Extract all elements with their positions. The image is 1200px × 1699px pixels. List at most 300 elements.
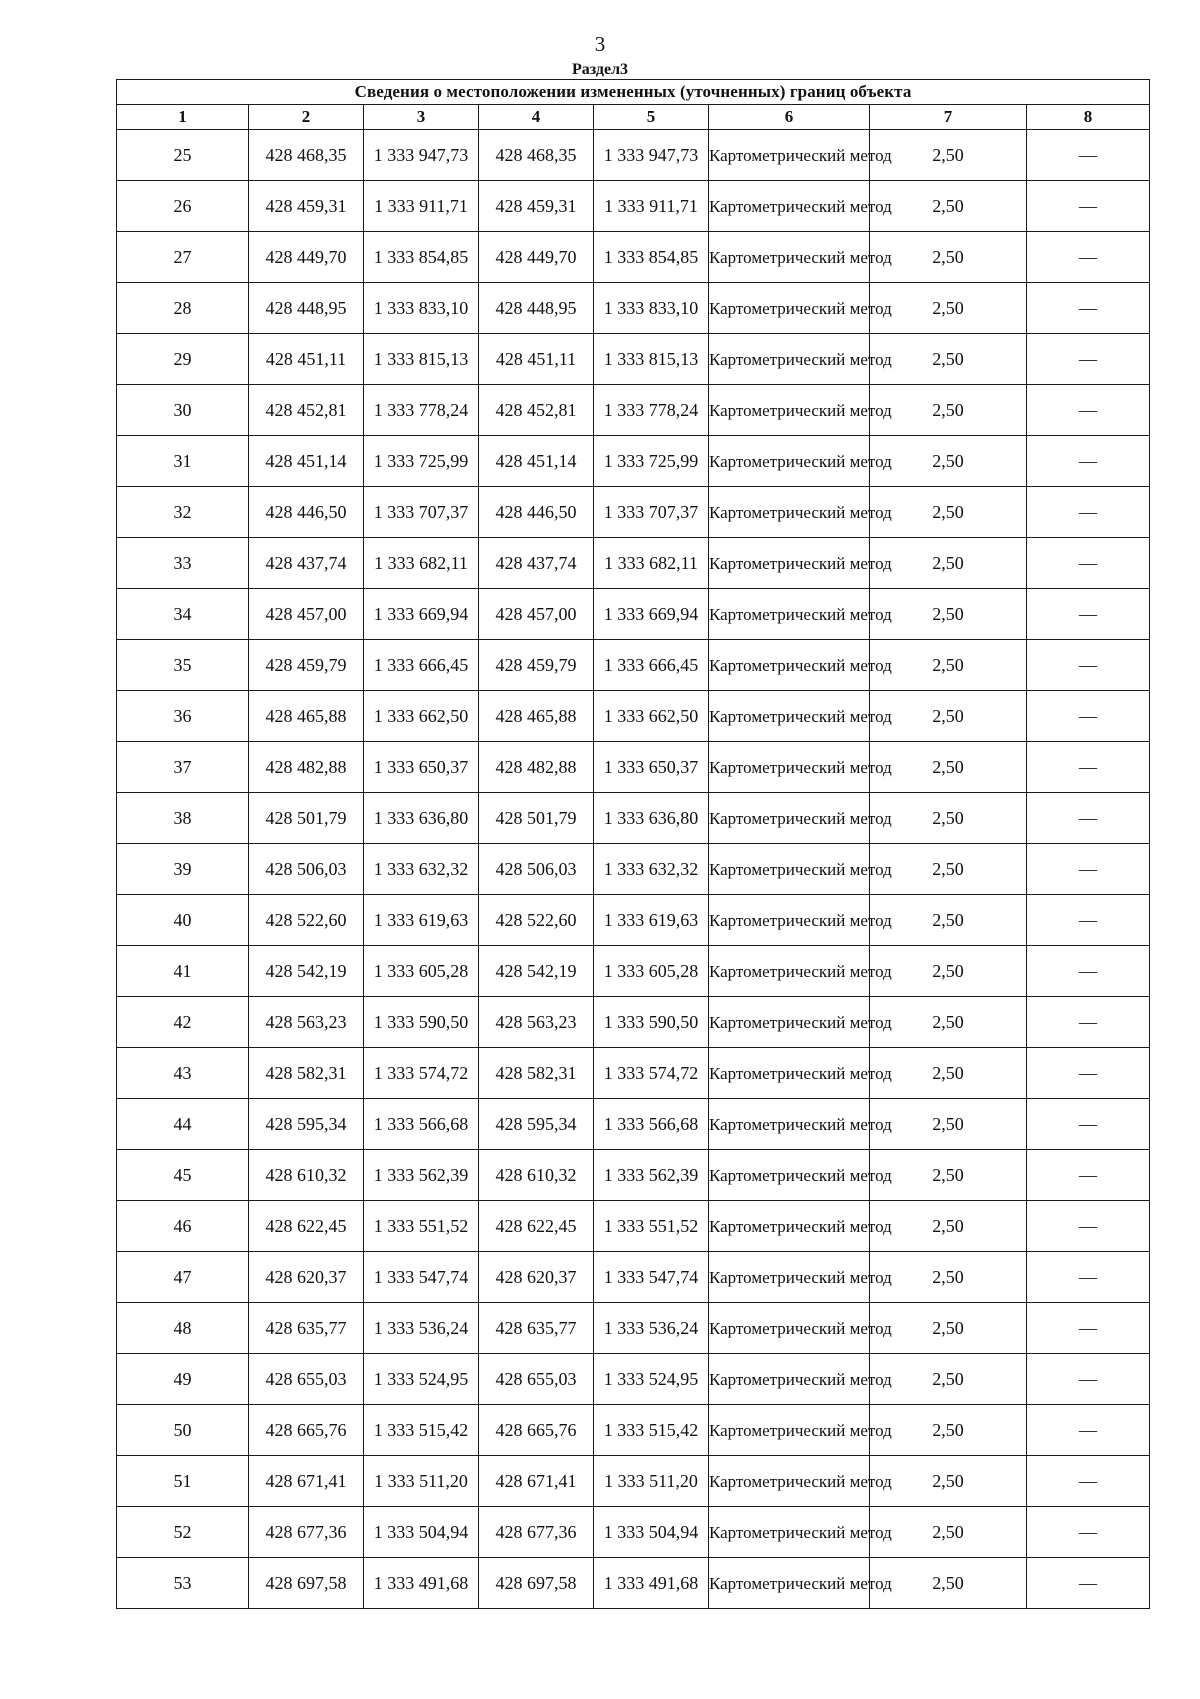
cell-point-number: 26 — [117, 181, 249, 232]
cell-point-number: 53 — [117, 1558, 249, 1609]
cell-x-existing: 428 446,50 — [249, 487, 364, 538]
method-text: Картометрический метод — [709, 1012, 892, 1032]
cell-x-existing: 428 468,35 — [249, 130, 364, 181]
cell-method — [709, 232, 892, 283]
column-header-6: 6 — [709, 105, 870, 130]
cell-description: — — [1027, 130, 1150, 181]
cell-x-existing: 428 459,79 — [249, 640, 364, 691]
cell-y-existing: 1 333 669,94 — [364, 589, 479, 640]
cell-y-existing: 1 333 562,39 — [364, 1150, 479, 1201]
cell-x-new: 428 449,70 — [479, 232, 594, 283]
table-row — [117, 334, 1150, 385]
cell-point-number: 36 — [117, 691, 249, 742]
cell-x-existing: 428 620,37 — [249, 1252, 364, 1303]
cell-y-new: 1 333 815,13 — [594, 334, 709, 385]
table-row — [117, 436, 1150, 487]
cell-accuracy: 2,50 — [870, 742, 1027, 793]
table-row — [117, 385, 1150, 436]
cell-y-new: 1 333 669,94 — [594, 589, 709, 640]
cell-y-existing: 1 333 551,52 — [364, 1201, 479, 1252]
table-row — [117, 691, 1150, 742]
method-text: Картометрический метод — [709, 1471, 892, 1491]
cell-x-new: 428 452,81 — [479, 385, 594, 436]
cell-x-new: 428 448,95 — [479, 283, 594, 334]
table-row — [117, 1456, 1150, 1507]
cell-point-number: 27 — [117, 232, 249, 283]
cell-y-existing: 1 333 947,73 — [364, 130, 479, 181]
cell-x-new: 428 665,76 — [479, 1405, 594, 1456]
table-row — [117, 232, 1150, 283]
method-text: Картометрический метод — [709, 400, 892, 420]
column-header-8: 8 — [1027, 105, 1150, 130]
cell-y-new: 1 333 662,50 — [594, 691, 709, 742]
cell-description: — — [1027, 589, 1150, 640]
cell-point-number: 38 — [117, 793, 249, 844]
cell-x-existing: 428 482,88 — [249, 742, 364, 793]
cell-accuracy: 2,50 — [870, 1099, 1027, 1150]
cell-description: — — [1027, 742, 1150, 793]
cell-y-new: 1 333 590,50 — [594, 997, 709, 1048]
table-row — [117, 1099, 1150, 1150]
cell-accuracy: 2,50 — [870, 1456, 1027, 1507]
cell-description: — — [1027, 1048, 1150, 1099]
table-row — [117, 793, 1150, 844]
table-row — [117, 1201, 1150, 1252]
cell-x-existing: 428 449,70 — [249, 232, 364, 283]
boundary-coordinates-table — [116, 79, 1150, 1609]
table-row — [117, 946, 1150, 997]
cell-point-number: 43 — [117, 1048, 249, 1099]
cell-y-new: 1 333 524,95 — [594, 1354, 709, 1405]
cell-point-number: 25 — [117, 130, 249, 181]
cell-y-existing: 1 333 619,63 — [364, 895, 479, 946]
cell-y-new: 1 333 778,24 — [594, 385, 709, 436]
cell-x-new: 428 620,37 — [479, 1252, 594, 1303]
table-row — [117, 589, 1150, 640]
method-text: Картометрический метод — [709, 1063, 892, 1083]
cell-x-new: 428 671,41 — [479, 1456, 594, 1507]
table-row — [117, 130, 1150, 181]
cell-x-existing: 428 542,19 — [249, 946, 364, 997]
method-text: Картометрический метод — [709, 349, 892, 369]
cell-accuracy: 2,50 — [870, 283, 1027, 334]
cell-x-existing: 428 451,14 — [249, 436, 364, 487]
cell-y-existing: 1 333 632,32 — [364, 844, 479, 895]
column-header-1: 1 — [117, 105, 249, 130]
cell-accuracy: 2,50 — [870, 1048, 1027, 1099]
cell-y-new: 1 333 911,71 — [594, 181, 709, 232]
cell-x-existing: 428 459,31 — [249, 181, 364, 232]
cell-accuracy: 2,50 — [870, 385, 1027, 436]
cell-x-new: 428 446,50 — [479, 487, 594, 538]
cell-point-number: 33 — [117, 538, 249, 589]
column-header-7: 7 — [870, 105, 1027, 130]
method-text: Картометрический метод — [709, 808, 892, 828]
cell-y-existing: 1 333 524,95 — [364, 1354, 479, 1405]
cell-description: — — [1027, 283, 1150, 334]
cell-x-existing: 428 697,58 — [249, 1558, 364, 1609]
cell-y-new: 1 333 636,80 — [594, 793, 709, 844]
cell-description: — — [1027, 1405, 1150, 1456]
cell-description: — — [1027, 1456, 1150, 1507]
cell-accuracy: 2,50 — [870, 640, 1027, 691]
cell-y-new: 1 333 707,37 — [594, 487, 709, 538]
column-header-5: 5 — [594, 105, 709, 130]
cell-y-existing: 1 333 650,37 — [364, 742, 479, 793]
cell-x-new: 428 506,03 — [479, 844, 594, 895]
cell-method — [709, 1201, 892, 1252]
cell-y-new: 1 333 515,42 — [594, 1405, 709, 1456]
cell-method — [709, 487, 892, 538]
cell-method — [709, 589, 892, 640]
cell-point-number: 47 — [117, 1252, 249, 1303]
cell-y-new: 1 333 574,72 — [594, 1048, 709, 1099]
cell-accuracy: 2,50 — [870, 1507, 1027, 1558]
cell-y-new: 1 333 619,63 — [594, 895, 709, 946]
cell-accuracy: 2,50 — [870, 436, 1027, 487]
cell-description: — — [1027, 1150, 1150, 1201]
cell-point-number: 40 — [117, 895, 249, 946]
cell-description: — — [1027, 895, 1150, 946]
cell-x-existing: 428 665,76 — [249, 1405, 364, 1456]
cell-y-new: 1 333 551,52 — [594, 1201, 709, 1252]
cell-description: — — [1027, 487, 1150, 538]
method-text: Картометрический метод — [709, 961, 892, 981]
cell-method — [709, 1099, 892, 1150]
table-row — [117, 1405, 1150, 1456]
cell-point-number: 32 — [117, 487, 249, 538]
method-text: Картометрический метод — [709, 1216, 892, 1236]
cell-y-new: 1 333 536,24 — [594, 1303, 709, 1354]
cell-accuracy: 2,50 — [870, 1405, 1027, 1456]
cell-x-existing: 428 563,23 — [249, 997, 364, 1048]
cell-method — [709, 385, 892, 436]
cell-method — [709, 130, 892, 181]
cell-x-new: 428 542,19 — [479, 946, 594, 997]
cell-x-existing: 428 452,81 — [249, 385, 364, 436]
method-text: Картометрический метод — [709, 757, 892, 777]
method-text: Картометрический метод — [709, 1420, 892, 1440]
cell-method — [709, 1150, 892, 1201]
cell-x-new: 428 459,79 — [479, 640, 594, 691]
method-text: Картометрический метод — [709, 502, 892, 522]
cell-x-new: 428 582,31 — [479, 1048, 594, 1099]
table-caption-row — [117, 80, 1150, 105]
table-row — [117, 997, 1150, 1048]
cell-point-number: 52 — [117, 1507, 249, 1558]
cell-method — [709, 1558, 892, 1609]
method-text: Картометрический метод — [709, 706, 892, 726]
cell-y-new: 1 333 491,68 — [594, 1558, 709, 1609]
cell-point-number: 34 — [117, 589, 249, 640]
table-row — [117, 1048, 1150, 1099]
method-text: Картометрический метод — [709, 1522, 892, 1542]
cell-y-existing: 1 333 707,37 — [364, 487, 479, 538]
cell-description: — — [1027, 1303, 1150, 1354]
cell-point-number: 49 — [117, 1354, 249, 1405]
table-row — [117, 1354, 1150, 1405]
cell-accuracy: 2,50 — [870, 487, 1027, 538]
cell-y-existing: 1 333 536,24 — [364, 1303, 479, 1354]
cell-description: — — [1027, 436, 1150, 487]
cell-y-existing: 1 333 682,11 — [364, 538, 479, 589]
table-row — [117, 1150, 1150, 1201]
cell-method — [709, 691, 892, 742]
table-row — [117, 487, 1150, 538]
cell-y-new: 1 333 605,28 — [594, 946, 709, 997]
cell-method — [709, 1252, 892, 1303]
cell-y-new: 1 333 547,74 — [594, 1252, 709, 1303]
column-header-3: 3 — [364, 105, 479, 130]
table-row — [117, 538, 1150, 589]
cell-accuracy: 2,50 — [870, 1354, 1027, 1405]
method-text: Картометрический метод — [709, 1318, 892, 1338]
cell-x-new: 428 501,79 — [479, 793, 594, 844]
cell-y-new: 1 333 725,99 — [594, 436, 709, 487]
table-row — [117, 181, 1150, 232]
cell-method — [709, 793, 892, 844]
cell-y-existing: 1 333 511,20 — [364, 1456, 479, 1507]
table-row — [117, 1252, 1150, 1303]
cell-x-existing: 428 635,77 — [249, 1303, 364, 1354]
cell-description: — — [1027, 232, 1150, 283]
cell-point-number: 30 — [117, 385, 249, 436]
cell-x-existing: 428 451,11 — [249, 334, 364, 385]
cell-x-new: 428 677,36 — [479, 1507, 594, 1558]
cell-y-new: 1 333 511,20 — [594, 1456, 709, 1507]
cell-point-number: 46 — [117, 1201, 249, 1252]
cell-point-number: 37 — [117, 742, 249, 793]
cell-y-existing: 1 333 636,80 — [364, 793, 479, 844]
cell-point-number: 42 — [117, 997, 249, 1048]
cell-x-existing: 428 437,74 — [249, 538, 364, 589]
cell-y-new: 1 333 833,10 — [594, 283, 709, 334]
method-text: Картометрический метод — [709, 196, 892, 216]
cell-x-new: 428 457,00 — [479, 589, 594, 640]
cell-y-new: 1 333 562,39 — [594, 1150, 709, 1201]
table-row — [117, 640, 1150, 691]
cell-method — [709, 1507, 892, 1558]
cell-description: — — [1027, 1558, 1150, 1609]
cell-point-number: 29 — [117, 334, 249, 385]
cell-x-existing: 428 506,03 — [249, 844, 364, 895]
method-text: Картометрический метод — [709, 910, 892, 930]
cell-x-new: 428 563,23 — [479, 997, 594, 1048]
cell-y-new: 1 333 632,32 — [594, 844, 709, 895]
cell-y-existing: 1 333 854,85 — [364, 232, 479, 283]
column-header-2: 2 — [249, 105, 364, 130]
cell-y-existing: 1 333 666,45 — [364, 640, 479, 691]
cell-y-existing: 1 333 515,42 — [364, 1405, 479, 1456]
cell-method — [709, 844, 892, 895]
cell-y-existing: 1 333 725,99 — [364, 436, 479, 487]
cell-accuracy: 2,50 — [870, 1558, 1027, 1609]
cell-description: — — [1027, 1354, 1150, 1405]
cell-x-new: 428 522,60 — [479, 895, 594, 946]
method-text: Картометрический метод — [709, 859, 892, 879]
cell-x-new: 428 451,11 — [479, 334, 594, 385]
cell-accuracy: 2,50 — [870, 589, 1027, 640]
cell-x-new: 428 622,45 — [479, 1201, 594, 1252]
cell-x-existing: 428 465,88 — [249, 691, 364, 742]
cell-y-existing: 1 333 547,74 — [364, 1252, 479, 1303]
method-text: Картометрический метод — [709, 145, 892, 165]
cell-x-existing: 428 677,36 — [249, 1507, 364, 1558]
cell-accuracy: 2,50 — [870, 130, 1027, 181]
cell-x-existing: 428 501,79 — [249, 793, 364, 844]
cell-accuracy: 2,50 — [870, 844, 1027, 895]
cell-point-number: 44 — [117, 1099, 249, 1150]
cell-method — [709, 334, 892, 385]
cell-method — [709, 1354, 892, 1405]
cell-accuracy: 2,50 — [870, 1201, 1027, 1252]
method-text: Картометрический метод — [709, 1573, 892, 1593]
cell-x-existing: 428 671,41 — [249, 1456, 364, 1507]
cell-description: — — [1027, 946, 1150, 997]
cell-description: — — [1027, 691, 1150, 742]
cell-x-existing: 428 595,34 — [249, 1099, 364, 1150]
cell-method — [709, 742, 892, 793]
cell-x-existing: 428 582,31 — [249, 1048, 364, 1099]
cell-y-existing: 1 333 504,94 — [364, 1507, 479, 1558]
cell-y-new: 1 333 650,37 — [594, 742, 709, 793]
cell-accuracy: 2,50 — [870, 1150, 1027, 1201]
cell-x-existing: 428 457,00 — [249, 589, 364, 640]
cell-method — [709, 946, 892, 997]
cell-method — [709, 895, 892, 946]
cell-point-number: 48 — [117, 1303, 249, 1354]
cell-x-new: 428 610,32 — [479, 1150, 594, 1201]
table-row — [117, 1507, 1150, 1558]
cell-x-new: 428 459,31 — [479, 181, 594, 232]
cell-description: — — [1027, 385, 1150, 436]
column-header-4: 4 — [479, 105, 594, 130]
cell-x-existing: 428 522,60 — [249, 895, 364, 946]
table-row — [117, 1303, 1150, 1354]
cell-x-new: 428 482,88 — [479, 742, 594, 793]
cell-method — [709, 1456, 892, 1507]
cell-accuracy: 2,50 — [870, 997, 1027, 1048]
cell-y-existing: 1 333 815,13 — [364, 334, 479, 385]
cell-point-number: 41 — [117, 946, 249, 997]
cell-point-number: 45 — [117, 1150, 249, 1201]
cell-accuracy: 2,50 — [870, 1303, 1027, 1354]
method-text: Картометрический метод — [709, 1114, 892, 1134]
cell-y-existing: 1 333 590,50 — [364, 997, 479, 1048]
table-row — [117, 844, 1150, 895]
section-title: Раздел3 — [571, 61, 629, 78]
cell-y-new: 1 333 504,94 — [594, 1507, 709, 1558]
cell-x-existing: 428 655,03 — [249, 1354, 364, 1405]
cell-y-existing: 1 333 911,71 — [364, 181, 479, 232]
cell-accuracy: 2,50 — [870, 1252, 1027, 1303]
cell-accuracy: 2,50 — [870, 232, 1027, 283]
cell-method — [709, 1303, 892, 1354]
cell-method — [709, 436, 892, 487]
cell-point-number: 50 — [117, 1405, 249, 1456]
table-caption: Сведения о местоположении измененных (уточненных) границ объекта — [117, 80, 1150, 105]
cell-x-new: 428 468,35 — [479, 130, 594, 181]
page-number: 3 — [594, 32, 606, 56]
cell-description: — — [1027, 997, 1150, 1048]
cell-y-existing: 1 333 778,24 — [364, 385, 479, 436]
cell-point-number: 51 — [117, 1456, 249, 1507]
cell-method — [709, 640, 892, 691]
cell-y-new: 1 333 947,73 — [594, 130, 709, 181]
method-text: Картометрический метод — [709, 1267, 892, 1287]
cell-x-new: 428 595,34 — [479, 1099, 594, 1150]
method-text: Картометрический метод — [709, 1369, 892, 1389]
method-text: Картометрический метод — [709, 1165, 892, 1185]
cell-accuracy: 2,50 — [870, 691, 1027, 742]
cell-description: — — [1027, 640, 1150, 691]
cell-y-new: 1 333 566,68 — [594, 1099, 709, 1150]
cell-description: — — [1027, 538, 1150, 589]
cell-point-number: 39 — [117, 844, 249, 895]
cell-y-existing: 1 333 833,10 — [364, 283, 479, 334]
cell-method — [709, 1405, 892, 1456]
cell-x-existing: 428 610,32 — [249, 1150, 364, 1201]
cell-description: — — [1027, 334, 1150, 385]
cell-y-existing: 1 333 566,68 — [364, 1099, 479, 1150]
table-row — [117, 1558, 1150, 1609]
cell-method — [709, 283, 892, 334]
cell-point-number: 35 — [117, 640, 249, 691]
cell-x-new: 428 697,58 — [479, 1558, 594, 1609]
cell-method — [709, 538, 892, 589]
method-text: Картометрический метод — [709, 553, 892, 573]
table-row — [117, 742, 1150, 793]
cell-point-number: 31 — [117, 436, 249, 487]
method-text: Картометрический метод — [709, 604, 892, 624]
cell-y-new: 1 333 854,85 — [594, 232, 709, 283]
cell-accuracy: 2,50 — [870, 895, 1027, 946]
cell-description: — — [1027, 844, 1150, 895]
method-text: Картометрический метод — [709, 655, 892, 675]
cell-y-new: 1 333 682,11 — [594, 538, 709, 589]
cell-description: — — [1027, 1201, 1150, 1252]
cell-y-new: 1 333 666,45 — [594, 640, 709, 691]
cell-point-number: 28 — [117, 283, 249, 334]
cell-x-new: 428 635,77 — [479, 1303, 594, 1354]
table-body — [117, 130, 1150, 1609]
cell-description: — — [1027, 1252, 1150, 1303]
cell-x-new: 428 655,03 — [479, 1354, 594, 1405]
column-number-row — [117, 105, 1150, 130]
method-text: Картометрический метод — [709, 247, 892, 267]
cell-accuracy: 2,50 — [870, 181, 1027, 232]
cell-accuracy: 2,50 — [870, 538, 1027, 589]
cell-x-new: 428 465,88 — [479, 691, 594, 742]
cell-description: — — [1027, 181, 1150, 232]
cell-accuracy: 2,50 — [870, 793, 1027, 844]
cell-description: — — [1027, 1099, 1150, 1150]
cell-x-existing: 428 448,95 — [249, 283, 364, 334]
table-row — [117, 283, 1150, 334]
cell-y-existing: 1 333 491,68 — [364, 1558, 479, 1609]
cell-x-new: 428 437,74 — [479, 538, 594, 589]
method-text: Картометрический метод — [709, 298, 892, 318]
table-row — [117, 895, 1150, 946]
cell-y-existing: 1 333 662,50 — [364, 691, 479, 742]
cell-accuracy: 2,50 — [870, 946, 1027, 997]
cell-description: — — [1027, 793, 1150, 844]
method-text: Картометрический метод — [709, 451, 892, 471]
cell-x-new: 428 451,14 — [479, 436, 594, 487]
cell-description: — — [1027, 1507, 1150, 1558]
cell-method — [709, 1048, 892, 1099]
cell-accuracy: 2,50 — [870, 334, 1027, 385]
